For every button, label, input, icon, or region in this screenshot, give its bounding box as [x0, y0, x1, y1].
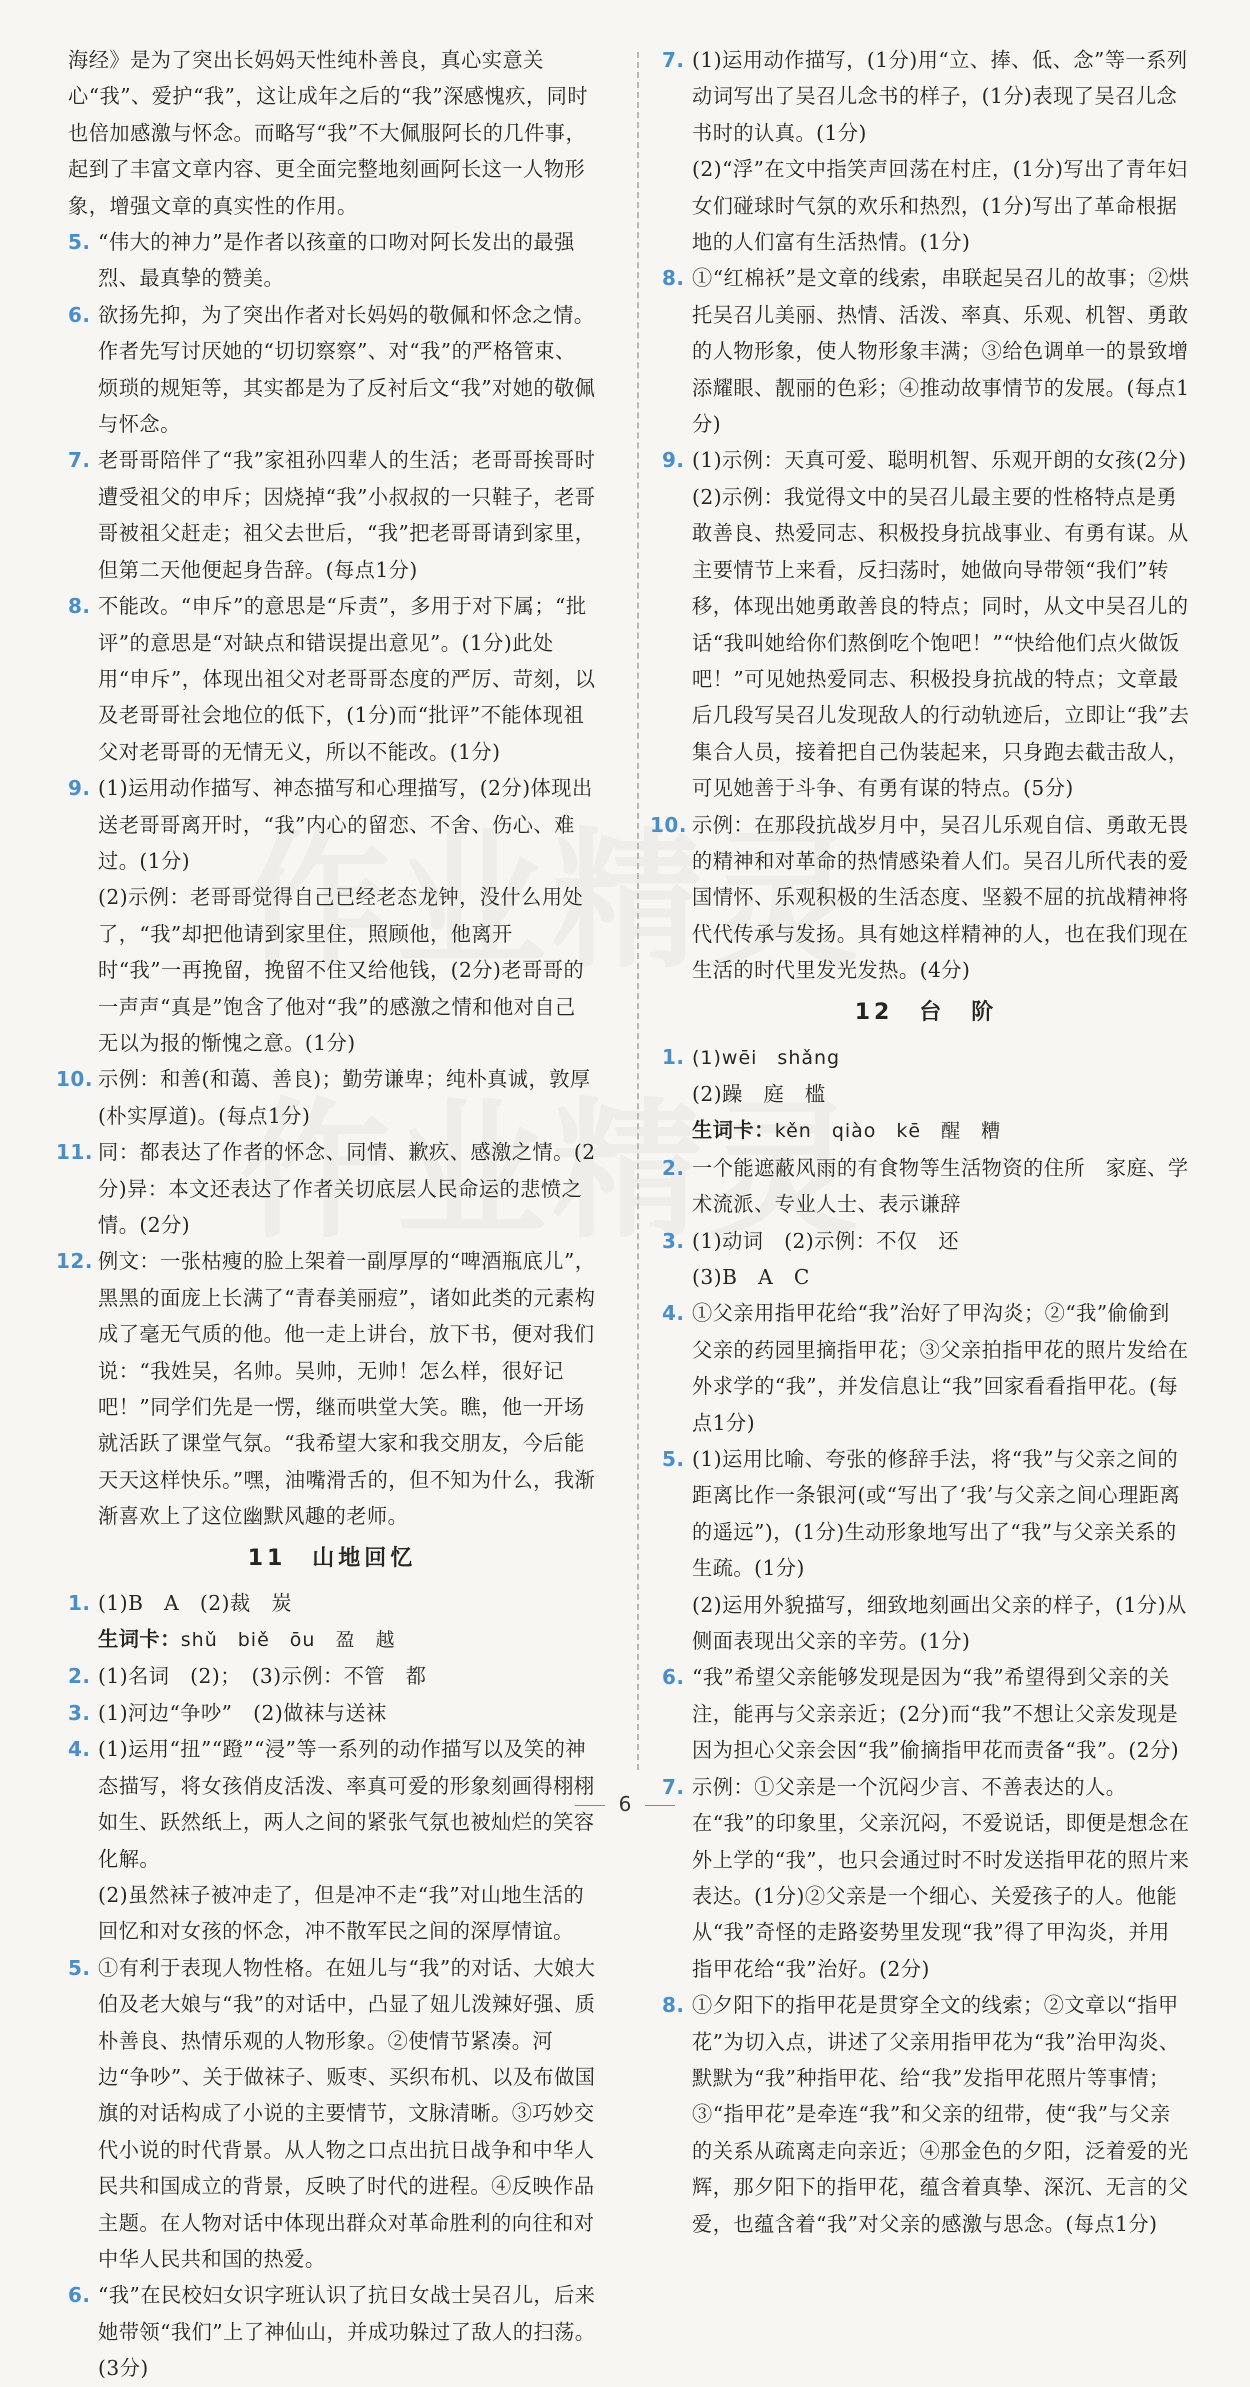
- left-b-item: [56, 1243, 596, 1534]
- item-text: (1)河边“争吵” (2)做袜与送袜: [98, 1700, 387, 1725]
- item-text: (1)动词 (2)示例：不仅 还: [692, 1228, 960, 1253]
- item-text: (1)运用动作描写、神态描写和心理描写，(2分)体现出送老哥哥离开时，“我”内心的留恋、不舍、伤心、难过。(1分): [98, 776, 593, 873]
- item-text: (1)运用比喻、夸张的修辞手法，将“我”与父亲之间的距离比作一条银河(或“写出了‘我’与父亲之间心理距离的遥远”)，(1分)生动形象地写出了“我”与父亲关系的生疏。(1分): [692, 1447, 1181, 1581]
- item-number: 7.: [68, 448, 91, 473]
- item-text: 不能改。“申斥”的意思是“斥责”，多用于对下属；“批评”的意思是“对缺点和错误提出意见”。(1分)此处用“申斥”，体现出祖父对老哥哥态度的严厉、苛刻，以及老哥哥社会地位的低下，(1分)而“批评”不能体现祖父对老哥哥的无情无义，所以不能改。(1分): [98, 594, 596, 764]
- item-text: (1)运用动作描写，(1分)用“立、捧、低、念”等一系列动词写出了吴召儿念书的样子，(1分)表现了吴召儿念书时的认真。(1分): [692, 48, 1188, 145]
- left-a-item: [68, 442, 596, 588]
- s12-item5-part2: (2)运用外貌描写，细致地刻画出父亲的样子，(1分)从侧面表现出父亲的辛劳。(1分): [692, 1592, 1187, 1654]
- item-number: 5.: [68, 1955, 91, 1980]
- item-text: (1)示例：天真可爱、聪明机智、乐观开朗的女孩(2分): [692, 448, 1187, 473]
- item-text: 示例：①父亲是一个沉闷少言、不善表达的人。在“我”的印象里，父亲沉闷，不爱说话，即便是想念在外上学的“我”，也只会通过时不时发送指甲花的照片来表达。(1分)②父亲是一个细心、关爱孩子的人。他能从“我”奇怪的走路姿势里发现“我”得了甲沟炎，并用指甲花给“我”治好。(2分): [692, 1774, 1190, 1981]
- section11-title: 11 山地回忆: [247, 1545, 417, 1571]
- s11-vocab: 生词卡：shǔ biě ōu 盈 越: [98, 1627, 396, 1652]
- item-number: 4.: [68, 1737, 91, 1762]
- item-number: 3.: [662, 1228, 685, 1253]
- right-c-item: [650, 807, 1190, 989]
- item-text: ①有利于表现人物性格。在妞儿与“我”的对话、大娘大伯及老大娘与“我”的对话中，凸显了妞儿泼辣好强、质朴善良、热情乐观的人物形象。②使情节紧凑。河边“争吵”、关于做袜子、贩枣、买织布机、以及布做国旗的对话构成了小说的主要情节，文脉清晰。③巧妙交代小说的时代背景。从人物之口点出抗日战争和中华人民共和国成立的背景，反映了时代的进程。④反映作品主题。在人物对话中体现出群众对革命胜利的向往和对中华人民共和国的热爱。: [98, 1955, 596, 2271]
- item-number: 12.: [56, 1249, 93, 1274]
- item-text: 同：都表达了作者的怀念、同情、歉疚、感激之情。(2分)异：本文还表达了作者关切底层人民命运的悲愤之情。(2分): [98, 1140, 596, 1237]
- item-text: “我”在民校妇女识字班认识了抗日女战士吴召儿，后来她带领“我们”上了神仙山，并成功躲过了敌人的扫荡。(3分): [98, 2283, 596, 2381]
- s12c-item: [662, 1659, 1190, 1768]
- item-text: (1)名词 (2)； (3)示例：不管 都: [98, 1664, 427, 1689]
- item-number: 9.: [68, 776, 91, 801]
- right-b-item: [662, 260, 1190, 442]
- item-number: 8.: [662, 266, 685, 291]
- item-text: 欲扬先抑，为了突出作者对长妈妈的敬佩和怀念之情。作者先写讨厌她的“切切察察”、对“我”的严格管束、烦琐的规矩等，其实都是为了反衬后文“我”对她的敬佩与怀念。: [98, 302, 596, 437]
- item-number: 2.: [68, 1664, 91, 1689]
- left-a-item: [68, 224, 596, 297]
- s12b-item: [662, 1295, 1190, 1441]
- item-number: 10.: [650, 812, 687, 837]
- item-number: 7.: [662, 48, 685, 72]
- item-text: 一个能遮蔽风雨的有食物等生活物资的住所 家庭、学术流派、专业人士、表示谦辞: [692, 1155, 1189, 1217]
- s12-item1: 1. (1)wēi shǎng: [662, 1044, 841, 1069]
- item-number: 6.: [662, 1665, 685, 1690]
- item-number: 2.: [662, 1155, 685, 1180]
- item-number: 9.: [662, 448, 685, 473]
- r-item9-part2: (2)示例：我觉得文中的吴召儿最主要的性格特点是勇敢善良、热爱同志、积极投身抗战事业、有勇有谋。从主要情节上来看，反扫荡时，她做向导带领“我们”转移，体现出她勇敢善良的特点；同时，从文中吴召儿的话“我叫她给你们熬倒吃个饱吧！”“快给他们点火做饭吧！”可见她热爱同志、积极投身抗战的特点；文章最后几段写吴召儿发现敌人的行动轨迹后，立即让“我”去集合人员，接着把自己伪装起来，只身跑去截击敌人，可见她善于斗争、有勇有谋的特点。(5分): [692, 484, 1190, 801]
- item-number: 5.: [662, 1447, 685, 1472]
- item-text: ①“红棉袄”是文章的线索，串联起吴召儿的故事；②烘托吴召儿美丽、热情、活泼、率真、乐观、机智、勇敢的人物形象，使人物形象丰满；③给色调单一的景致增添耀眼、靓丽的色彩；④推动故事情节的发展。(每点1分): [692, 266, 1190, 437]
- column-divider: [637, 52, 639, 1770]
- left-b-item: [56, 1134, 596, 1243]
- left-a-item: [68, 297, 596, 443]
- s12-item1-part2: (2)躁 庭 槛: [692, 1081, 826, 1106]
- item-number: 3.: [68, 1700, 91, 1725]
- right-a-item: [662, 42, 1190, 151]
- page-number: 6: [0, 1792, 1250, 1816]
- item-number: 7.: [662, 1774, 685, 1799]
- s12-item: [662, 1150, 1190, 1223]
- section12-title: 12 台 阶: [854, 999, 998, 1025]
- s12b-item: [662, 1441, 1190, 1587]
- s12-item3-part3: (3)B A C: [692, 1265, 810, 1289]
- item-text: (1)运用“扭”“蹬”“浸”等一系列的动作描写以及笑的神态描写，将女孩俏皮活泼、率真可爱的形象刻画得栩栩如生、跃然纸上，两人之间的紧张气氛也被灿烂的笑容化解。: [98, 1737, 595, 1871]
- s11-item4-part2: (2)虽然袜子被冲走了，但是冲不走“我”对山地生活的回忆和对女孩的怀念，冲不散军民之间的深厚情谊。: [98, 1882, 585, 1944]
- item-number: 4.: [662, 1301, 685, 1326]
- item-number: 8.: [68, 594, 91, 619]
- item-number: 11.: [56, 1140, 93, 1165]
- item9-part2: (2)示例：老哥哥觉得自己已经老态龙钟，没什么用处了，“我”却把他请到家里住，照顾他，他离开时“我”一再挽留，挽留不住又给他钱，(2分)老哥哥的一声声“真是”饱含了他对“我”的感激之情和他对自己无以为报的惭愧之意。(1分): [98, 885, 585, 1055]
- item-number: 10.: [56, 1067, 93, 1092]
- item-text: ①父亲用指甲花给“我”治好了甲沟炎；②“我”偷偷到父亲的药园里摘指甲花；③父亲拍指甲花的照片发给在外求学的“我”，并发信息让“我”回家看看指甲花。(每点1分): [692, 1301, 1189, 1435]
- s11-item1: 1. (1)B A (2)裁 炭: [68, 1590, 293, 1615]
- item-text: 例文：一张枯瘦的脸上架着一副厚厚的“啤酒瓶底儿”，黑黑的面庞上长满了“青春美丽痘”，诸如此类的元素构成了毫无气质的他。他一走上讲台，放下书，便对我们说：“我姓吴，名帅。吴帅，无帅！怎么样，很好记吧！”同学们先是一愣，继而哄堂大笑。瞧，他一开场就活跃了课堂气氛。“我希望大家和我交朋友，今后能天天这样快乐。”嘿，油嘴滑舌的，但不知为什么，我渐渐喜欢上了这位幽默风趣的老师。: [98, 1249, 596, 1529]
- left-b-item: [56, 1061, 596, 1134]
- lead-paragraph: 海经》是为了突出长妈妈天性纯朴善良，真心实意关心“我”、爱护“我”，这让成年之后的“我”深感愧疚，同时也倍加感激与怀念。而略写“我”不大佩服阿长的几件事，起到了丰富文章内容、更全面完整地刻画阿长这一人物形象，增强文章的真实性的作用。: [68, 48, 589, 218]
- s11b-item: [68, 1950, 596, 2278]
- s11-item: [68, 1658, 596, 1694]
- r-item7-part2: (2)“浮”在文中指笑声回荡在村庄，(1分)写出了青年妇女们碰球时气氛的欢乐和热烈，(1分)写出了革命根据地的人们富有生活热情。(1分): [692, 157, 1188, 255]
- item-text: “我”希望父亲能够发现是因为“我”希望得到父亲的关注，能再与父亲亲近；(2分)而“我”不想让父亲发现是因为担心父亲会因“我”偷摘指甲花而责备“我”。(2分): [692, 1665, 1180, 1763]
- left-a-item: [68, 770, 596, 879]
- right-column: [650, 42, 1190, 2242]
- item-text: 示例：在那段抗战岁月中，吴召儿乐观自信、勇敢无畏的精神和对革命的热情感染着人们。吴召儿所代表的爱国情怀、乐观积极的生活态度、坚毅不屈的抗战精神将代代传承与发扬。具有她这样精神的人，也在我们现在生活的时代里发光发热。(4分): [692, 812, 1189, 983]
- item-text: “伟大的神力”是作者以孩童的口吻对阿长发出的最强烈、最真挚的赞美。: [98, 230, 575, 291]
- item-number: 6.: [68, 2283, 91, 2308]
- s11b-item: [68, 2277, 596, 2386]
- item-number: 5.: [68, 230, 91, 255]
- item-text: ①夕阳下的指甲花是贯穿全文的线索；②文章以“指甲花”为切入点，讲述了父亲用指甲花为“我”治甲沟炎、默默为“我”种指甲花、给“我”发指甲花照片等事情；③“指甲花”是牵连“我”和父亲的纽带，使“我”与父亲的关系从疏离走向亲近；④那金色的夕阳，泛着爱的光辉，那夕阳下的指甲花，蕴含着真挚、深沉、无言的父爱，也蕴含着“我”对父亲的感激与思念。(每点1分): [692, 1993, 1189, 2236]
- s12-item: [662, 1223, 1190, 1259]
- item-number: 8.: [662, 1993, 685, 2018]
- s11-item: [68, 1695, 596, 1731]
- right-b-item: [662, 442, 1190, 478]
- left-column: [56, 42, 596, 2387]
- left-a-item: [68, 588, 596, 770]
- s12-vocab: 生词卡：kěn qiào kē 醒 糟: [692, 1118, 1002, 1143]
- item-number: 6.: [68, 302, 91, 327]
- item-text: 示例：和善(和蔼、善良)；勤劳谦卑；纯朴真诚，敦厚(朴实厚道)。(每点1分): [98, 1067, 591, 1128]
- item-text: 老哥哥陪伴了“我”家祖孙四辈人的生活；老哥哥挨哥时遭受祖父的申斥；因烧掉“我”小叔叔的一只鞋子，老哥哥被祖父赶走；祖父去世后，“我”把老哥哥请到家里，但第二天他便起身告辞。(每点1分): [98, 448, 596, 582]
- s12c-item: [662, 1987, 1190, 2242]
